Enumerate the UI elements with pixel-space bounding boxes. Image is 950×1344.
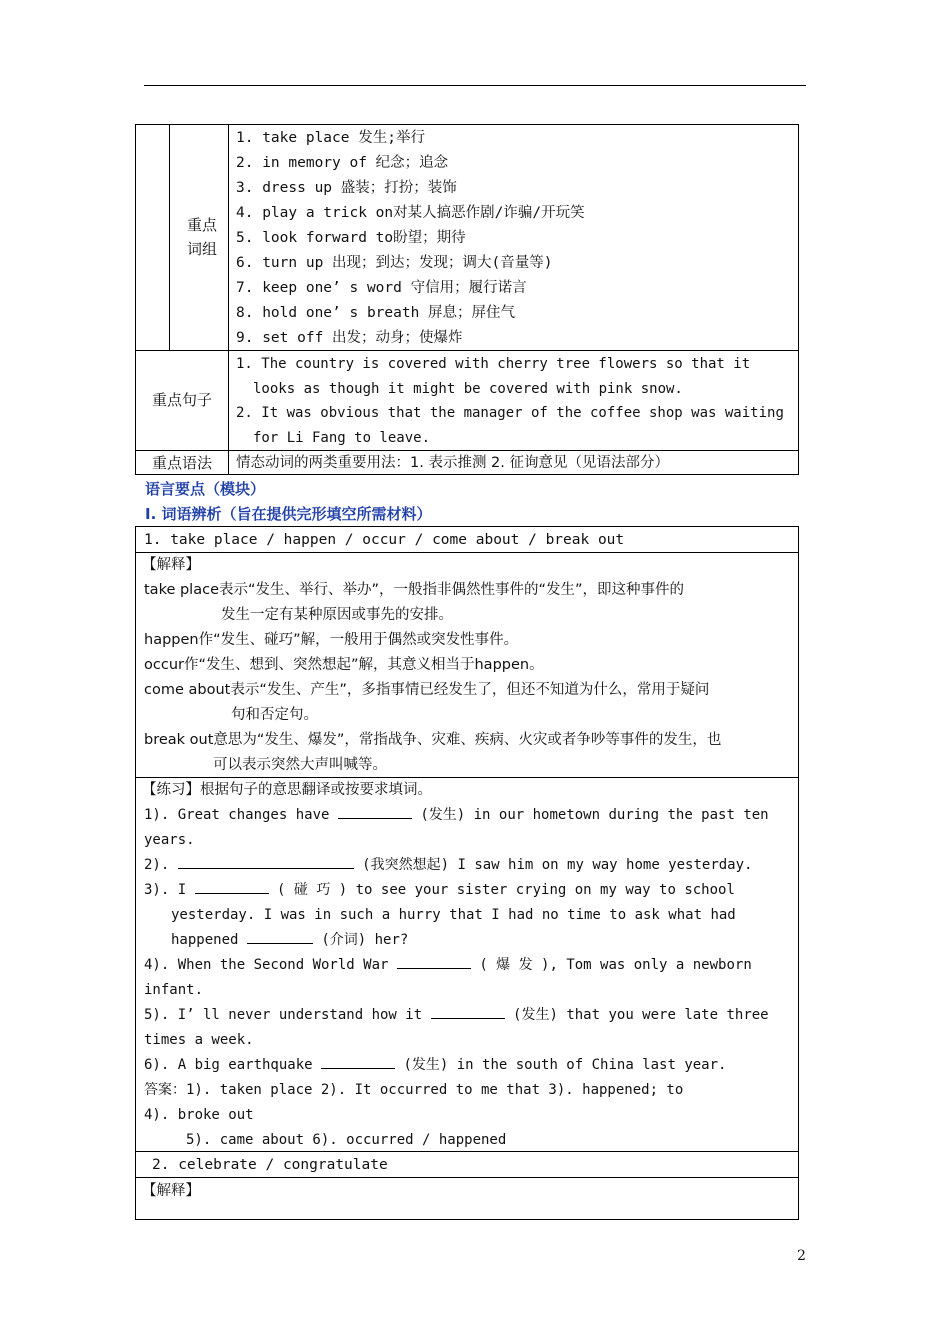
question-text: 3). I [144, 882, 187, 898]
vocab-item-title: 2. celebrate / congratulate [152, 1157, 388, 1173]
sentences-label: 重点句子 [151, 391, 212, 409]
answer-blank[interactable] [397, 954, 471, 969]
question-4 [144, 953, 752, 978]
col-divider [228, 125, 229, 475]
phrase-item: 2. in memory of 纪念；追念 [236, 155, 449, 171]
question-5 [144, 1003, 769, 1028]
explain-line: come about表示“发生、产生”，多指事情已经发生了，但还不知道为什么，常用于疑问 [144, 682, 710, 698]
question-text: (发生) in the south of China last year. [403, 1057, 727, 1073]
phrase-item: 8. hold one’ s breath 屏息；屏住气 [236, 305, 516, 321]
question-6 [144, 1053, 726, 1078]
explain-line: 可以表示突然大声叫喊等。 [213, 757, 387, 773]
practice-label: 【练习】根据句子的意思翻译或按要求填词。 [142, 782, 432, 798]
question-text: (介词) her? [321, 932, 409, 948]
col-divider [169, 125, 170, 350]
question-text: 6). A big earthquake [144, 1057, 313, 1073]
vocab-table [135, 526, 799, 1220]
question-3-cont: yesterday. I was in such a hurry that I had no time to ask what had [171, 907, 736, 923]
answers-line: 答案：1). taken place 2). It occurred to me that 3). happened; to [144, 1082, 684, 1098]
answers-line: 5). came about 6). occurred / happened [186, 1132, 507, 1148]
question-text: 2). [144, 857, 170, 873]
question-3-cont [171, 928, 408, 953]
question-text: 4). When the Second World War [144, 957, 389, 973]
explain-line: occur作“发生、想到、突然想起”解，其意义相当于happen。 [144, 657, 544, 673]
question-text: happened [171, 932, 239, 948]
question-text: 5). I’ ll never understand how it [144, 1007, 423, 1023]
explain-line: break out意思为“发生、爆发”，常指战争、灾难、疾病、火灾或者争吵等事件的发生，也 [144, 732, 722, 748]
phrases-label [176, 213, 228, 261]
explain-label: 【解释】 [142, 1183, 200, 1199]
question-1 [144, 803, 769, 828]
key-sentence: for Li Fang to leave. [253, 430, 431, 446]
question-text: 1). Great changes have [144, 807, 330, 823]
grammar-text: 情态动词的两类重要用法：1. 表示推测 2. 征询意见（见语法部分） [236, 455, 669, 471]
explain-label: 【解释】 [142, 557, 200, 573]
page-number: 2 [797, 1248, 806, 1264]
question-text: ( 爆 发 ), Tom was only a newborn [479, 957, 752, 973]
phrase-item: 9. set off 出发；动身；使爆炸 [236, 330, 463, 346]
explain-line: 发生一定有某种原因或事先的安排。 [221, 607, 453, 623]
question-text: (发生) that you were late three [513, 1007, 769, 1023]
phrases-label-line: 词组 [186, 240, 217, 258]
phrase-item: 6. turn up 出现；到达；发现；调大(音量等) [236, 255, 553, 271]
question-text: (发生) in our hometown during the past ten [420, 807, 769, 823]
answer-blank[interactable] [195, 879, 269, 894]
question-2 [144, 853, 752, 878]
question-4-cont: infant. [144, 982, 204, 998]
question-text: ( 碰 巧 ) to see your sister crying on my way to school [277, 882, 735, 898]
question-3 [144, 878, 735, 903]
explain-line: take place表示“发生、举行、举办”，一般指非偶然性事件的“发生”，即这种事件的 [144, 582, 685, 598]
answer-blank[interactable] [178, 854, 354, 869]
grammar-label: 重点语法 [151, 454, 212, 472]
vocab-item-title: 1. take place / happen / occur / come about / break out [144, 532, 625, 548]
header-rule [144, 85, 806, 86]
phrase-item: 5. look forward to盼望；期待 [236, 230, 466, 246]
question-5-cont: times a week. [144, 1032, 254, 1048]
phrase-item: 7. keep one’ s word 守信用；履行诺言 [236, 280, 527, 296]
answer-blank[interactable] [431, 1004, 505, 1019]
answers-line: 4). broke out [144, 1107, 254, 1123]
question-text: (我突然想起) I saw him on my way home yesterday. [362, 857, 753, 873]
summary-table [135, 124, 799, 475]
phrase-item: 3. dress up 盛装；打扮；装饰 [236, 180, 457, 196]
answer-blank[interactable] [338, 804, 412, 819]
explain-line: happen作“发生、碰巧”解，一般用于偶然或突发性事件。 [144, 632, 519, 648]
subsection-title: Ⅰ. 词语辨析（旨在提供完形填空所需材料） [145, 505, 432, 523]
phrases-label-line: 重点 [186, 216, 217, 234]
key-sentence: looks as though it might be covered with pink snow. [253, 381, 683, 397]
phrase-item: 4. play a trick on对某人搞恶作剧/诈骗/开玩笑 [236, 205, 585, 221]
explain-line: 句和否定句。 [231, 707, 318, 723]
section-title: 语言要点（模块） [145, 480, 266, 498]
phrase-item: 1. take place 发生;举行 [236, 130, 425, 146]
question-1-cont: years. [144, 832, 195, 848]
key-sentence: 1. The country is covered with cherry tree flowers so that it [236, 356, 751, 372]
answer-blank[interactable] [247, 929, 313, 944]
key-sentence: 2. It was obvious that the manager of the coffee shop was waiting [236, 405, 784, 421]
answer-blank[interactable] [321, 1054, 395, 1069]
